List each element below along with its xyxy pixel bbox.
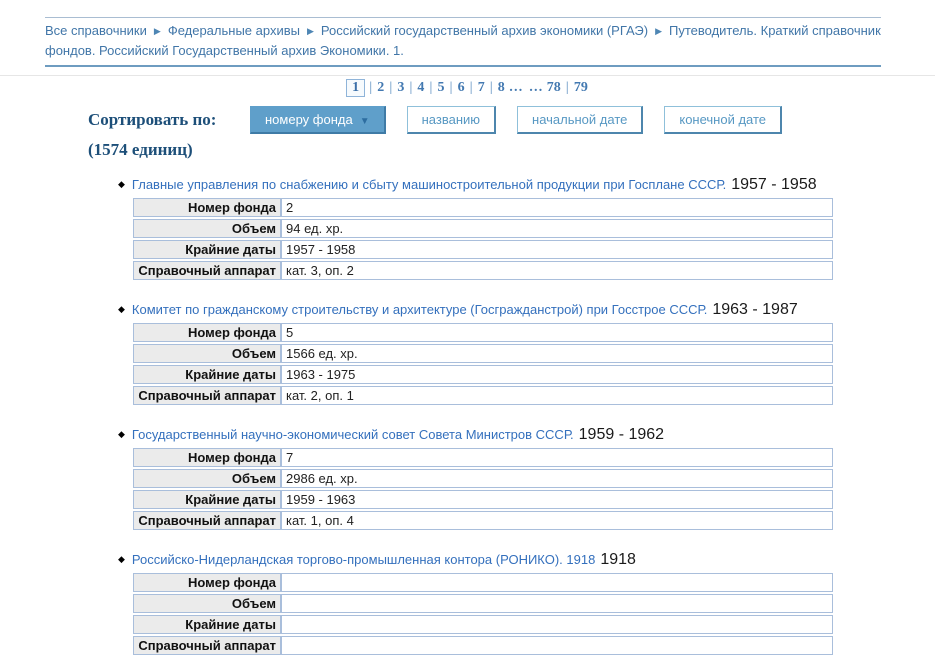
fond-entry-title [118,551,935,569]
pagination-current-page: 1 [346,79,365,97]
breadcrumb-link[interactable]: Путеводитель. Краткий справочник фондов. Российский Государственный архив Экономики. 1. [45,23,881,58]
fond-entry [118,426,935,532]
pagination-page-link[interactable]: 7 [477,80,485,95]
pagination-ellipsis: … [508,80,523,95]
fond-entry-title [118,176,935,194]
pagination-separator: | [449,80,453,95]
pagination-separator: | [429,80,433,95]
archive-catalog-page [0,17,935,653]
pagination-separator: | [469,80,473,95]
fond-title-link[interactable]: Государственный научно-экономический совет Совета Министров СССР. [131,427,574,442]
bullet-icon: ◆ [118,429,125,439]
field-value-cell [281,615,833,634]
bullet-icon: ◆ [118,554,125,564]
field-label-cell: Номер фонда [133,448,281,467]
pagination-page-link[interactable]: 8 [497,80,505,95]
breadcrumb-arrow-icon: ▶ [655,26,662,36]
pagination-page-link[interactable]: 5 [437,80,445,95]
field-label-cell: Объем [133,594,281,613]
field-label-cell: Справочный аппарат [133,386,281,405]
sort-button[interactable] [407,106,496,134]
fond-entry-title [118,301,935,319]
table-row [133,386,833,405]
sort-controls [88,106,935,134]
table-row [133,636,833,655]
fond-title-link[interactable]: Комитет по гражданскому строительству и архитектуре (Госгражданстрой) при Госстрое СССР. [131,302,708,317]
field-label-cell: Объем [133,219,281,238]
field-label-cell: Объем [133,469,281,488]
field-value-cell: 1963 - 1975 [281,365,833,384]
breadcrumb-container [45,17,881,67]
table-row [133,594,833,613]
table-row [133,490,833,509]
pagination-separator: | [369,80,373,95]
table-row [133,511,833,530]
sort-button[interactable] [250,106,386,134]
fond-date-range: 1918 [600,551,636,568]
field-value-cell: кат. 2, оп. 1 [281,386,833,405]
field-label-cell: Крайние даты [133,365,281,384]
pagination-page-link[interactable]: 6 [457,80,465,95]
fond-entry [118,301,935,407]
bullet-icon: ◆ [118,304,125,314]
pagination-ellipsis: … [528,80,543,95]
pagination-separator: | [409,80,413,95]
field-value-cell: 1566 ед. хр. [281,344,833,363]
pagination-page-link[interactable]: 78 [546,80,561,95]
breadcrumb [45,21,881,60]
table-row [133,323,833,342]
fond-details-table [133,446,833,532]
table-row [133,261,833,280]
fond-details-table [133,321,833,407]
sort-label: Сортировать по: [88,110,217,129]
table-row [133,573,833,592]
pagination [0,79,935,97]
field-label-cell: Крайние даты [133,615,281,634]
table-row [133,469,833,488]
fond-list [0,176,935,657]
field-label-cell: Крайние даты [133,490,281,509]
field-value-cell: 94 ед. хр. [281,219,833,238]
sort-button-label: номеру фонда [265,112,353,127]
field-value-cell [281,636,833,655]
field-label-cell: Справочный аппарат [133,261,281,280]
field-label-cell: Справочный аппарат [133,636,281,655]
pagination-separator: | [565,80,569,95]
breadcrumb-link[interactable]: Все справочники [45,23,147,38]
field-label-cell: Объем [133,344,281,363]
divider [0,75,935,76]
field-label-cell: Номер фонда [133,198,281,217]
field-value-cell: кат. 1, оп. 4 [281,511,833,530]
field-label-cell: Номер фонда [133,323,281,342]
table-row [133,344,833,363]
pagination-page-link[interactable]: 79 [573,80,588,95]
field-value-cell: 2 [281,198,833,217]
field-value-cell [281,573,833,592]
field-value-cell: кат. 3, оп. 2 [281,261,833,280]
fond-entry [118,551,935,657]
fond-date-range: 1959 - 1962 [578,426,665,443]
fond-date-range: 1957 - 1958 [731,176,817,193]
field-value-cell: 1959 - 1963 [281,490,833,509]
sort-button[interactable] [517,106,643,134]
fond-title-link[interactable]: Российско-Нидерландская торгово-промышленная контора (РОНИКО). 1918 [131,552,596,567]
pagination-separator: | [389,80,393,95]
field-value-cell [281,594,833,613]
fond-title-link[interactable]: Главные управления по снабжению и сбыту машиностроительной продукции при Госплане СССР. [131,177,727,192]
pagination-separator: | [489,80,493,95]
breadcrumb-arrow-icon: ▶ [153,26,161,36]
table-row [133,448,833,467]
pagination-page-link[interactable]: 4 [417,80,425,95]
table-row [133,219,833,238]
table-row [133,240,833,259]
field-value-cell: 7 [281,448,833,467]
pagination-page-link[interactable]: 3 [397,80,405,95]
table-row [133,198,833,217]
dropdown-arrow-icon: ▼ [359,116,370,127]
sort-button[interactable] [664,106,782,134]
fond-date-range: 1963 - 1987 [712,301,798,318]
breadcrumb-link[interactable]: Российский государственный архив экономики (РГАЭ) [320,23,649,38]
field-value-cell: 5 [281,323,833,342]
sort-button-label: названию [421,112,481,127]
sort-buttons [250,106,803,134]
field-label-cell: Номер фонда [133,573,281,592]
field-value-cell: 1957 - 1958 [281,240,833,259]
sort-button-label: начальной дате [532,112,628,127]
fond-details-table [133,196,833,282]
pagination-page-link[interactable]: 2 [377,80,385,95]
fond-entry [118,176,935,282]
results-count: (1574 единиц) [88,140,193,159]
sort-button-label: конечной дате [679,112,767,127]
breadcrumb-arrow-icon: ▶ [306,26,314,36]
field-value-cell: 2986 ед. хр. [281,469,833,488]
table-row [133,615,833,634]
table-row [133,365,833,384]
fond-entry-title [118,426,935,444]
field-label-cell: Крайние даты [133,240,281,259]
breadcrumb-link[interactable]: Федеральные архивы [167,23,300,38]
field-label-cell: Справочный аппарат [133,511,281,530]
fond-details-table [133,571,833,657]
bullet-icon: ◆ [118,179,125,189]
